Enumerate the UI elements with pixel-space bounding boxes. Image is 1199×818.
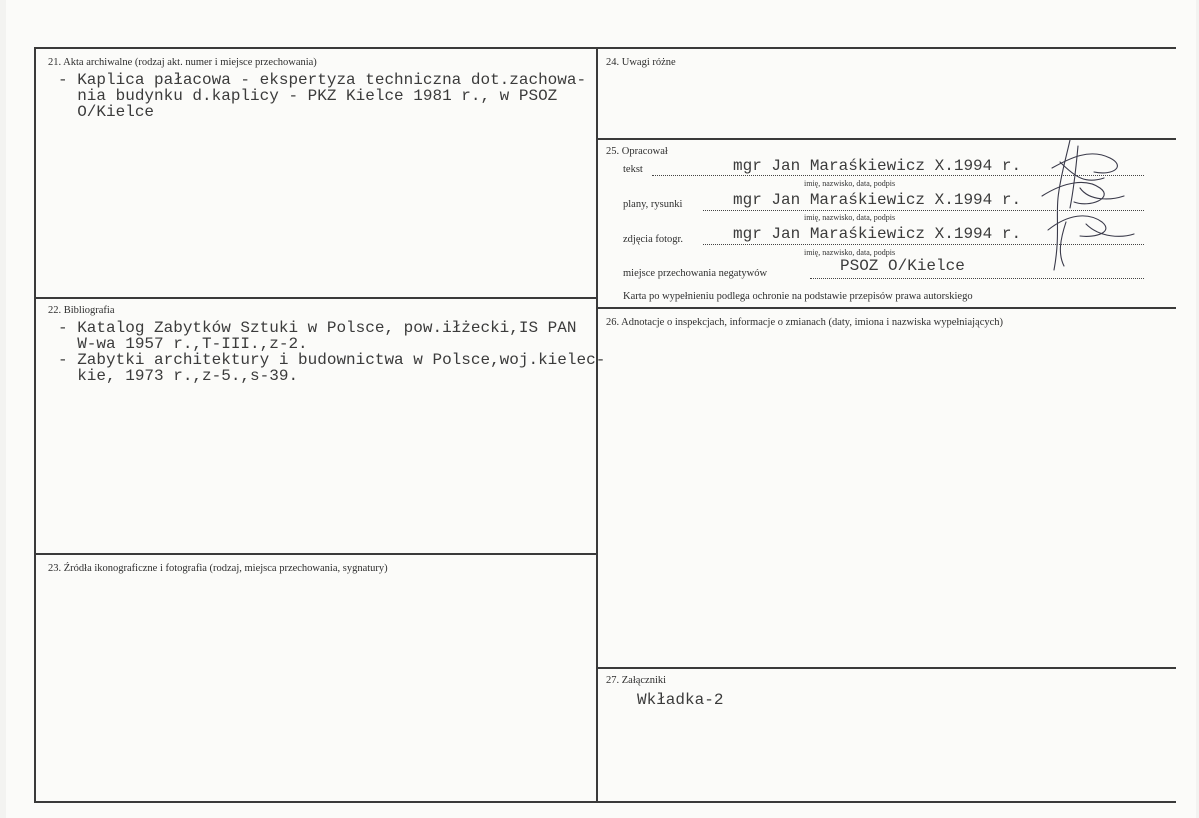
- zdjecia-label: zdjęcia fotogr.: [623, 234, 684, 245]
- section-21-label: 21. Akta archiwalne (rodzaj akt. numer i miejsce przechowania): [48, 57, 317, 68]
- plany-value: mgr Jan Maraśkiewicz X.1994 r.: [733, 191, 1022, 209]
- plany-hint: imię, nazwisko, data, podpis: [804, 213, 896, 222]
- section-21-line-3: O/Kielce: [58, 103, 155, 121]
- section-22-line-4: kie, 1973 r.,z-5.,s-39.: [58, 367, 299, 385]
- section-24-label: 24. Uwagi różne: [606, 57, 676, 68]
- plany-label: plany, rysunki: [623, 199, 683, 210]
- tekst-label: tekst: [623, 164, 643, 175]
- section-22-label: 22. Bibliografia: [48, 305, 115, 316]
- tekst-hint: imię, nazwisko, data, podpis: [804, 179, 896, 188]
- divider-22-23: [34, 553, 597, 555]
- negatywy-line: [810, 278, 1144, 279]
- tekst-value: mgr Jan Maraśkiewicz X.1994 r.: [733, 157, 1022, 175]
- section-23-label: 23. Źródła ikonograficzne i fotografia (rodzaj, miejsca przechowania, sygnatury): [48, 563, 388, 574]
- divider-25-26: [597, 307, 1176, 309]
- section-27-value: Wkładka-2: [637, 691, 724, 709]
- section-25-label: 25. Opracował: [606, 146, 668, 157]
- section-21-line-2: nia budynku d.kaplicy - PKZ Kielce 1981 r., w PSOZ: [58, 87, 558, 105]
- section-27-label: 27. Załączniki: [606, 675, 667, 686]
- negatywy-label: miejsce przechowania negatywów: [623, 268, 768, 279]
- section-26-label: 26. Adnotacje o inspekcjach, informacje o zmianach (daty, imiona i nazwiska wypełniających): [606, 317, 1004, 328]
- section-22-line-2: W-wa 1957 r.,T-III.,z-2.: [58, 335, 308, 353]
- signature-image: [1030, 138, 1140, 278]
- section-22-line-1: - Katalog Zabytków Sztuki w Polsce, pow.iłżecki,IS PAN: [58, 319, 577, 337]
- divider-26-27: [597, 667, 1176, 669]
- section-22-line-3: - Zabytki architektury i budownictwa w Polsce,woj.kielec-: [58, 351, 606, 369]
- zdjecia-value: mgr Jan Maraśkiewicz X.1994 r.: [733, 225, 1022, 243]
- zdjecia-hint: imię, nazwisko, data, podpis: [804, 248, 896, 257]
- divider-21-22: [34, 297, 597, 299]
- copyright-note: Karta po wypełnieniu podlega ochronie na podstawie przepisów prawa autorskiego: [623, 291, 973, 302]
- column-divider: [596, 47, 598, 803]
- negatywy-value: PSOZ O/Kielce: [840, 257, 965, 275]
- section-21-line-1: - Kaplica pałacowa - ekspertyza techniczna dot.zachowa-: [58, 71, 587, 89]
